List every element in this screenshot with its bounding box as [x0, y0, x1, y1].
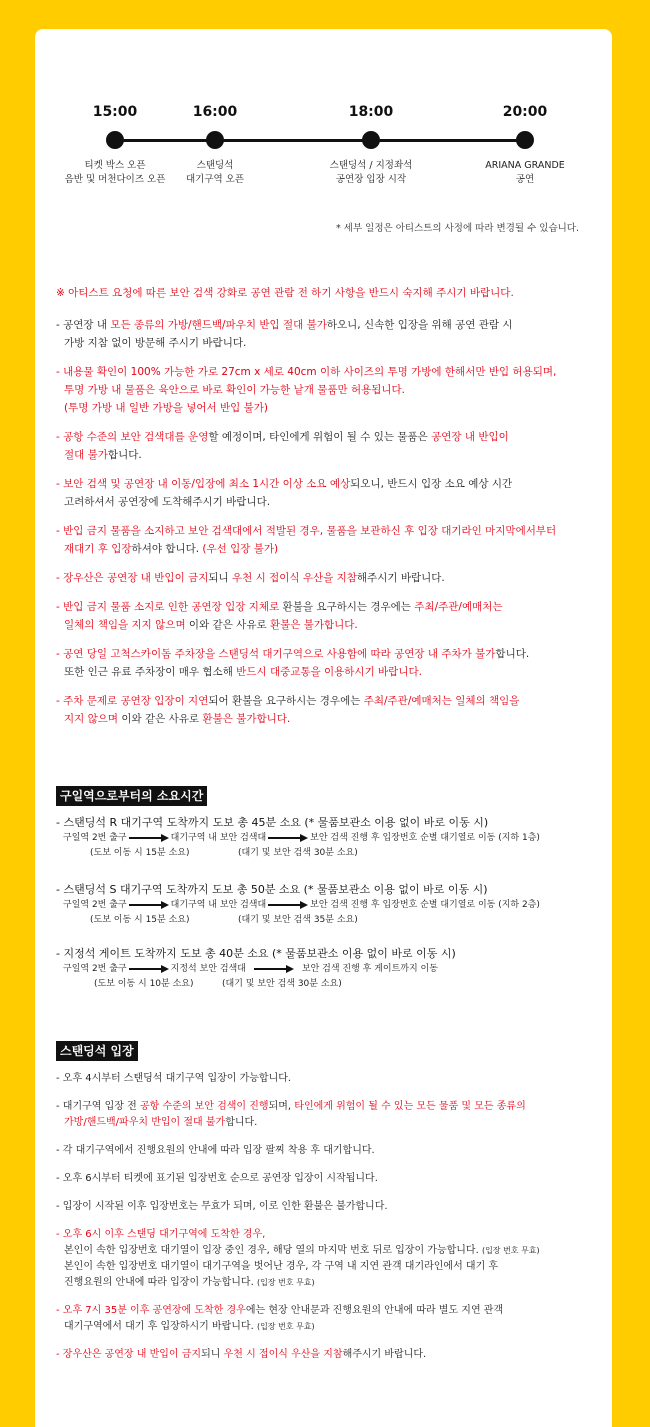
- arrow-icon: [129, 834, 169, 842]
- route-title: - 스탠딩석 S 대기구역 도착까지 도보 총 50분 소요 (* 물품보관소 이용 없이 바로 이동 시): [56, 883, 488, 896]
- arrow-icon: [129, 965, 169, 973]
- standing-item: - 오후 7시 35분 이후 공연장에 도착한 경우에는 현장 안내문과 진행요원의 안내에 따라 별도 지연 관객 대기구역에서 대기 후 입장하시기 바랍니다. (입장 번호 무효): [56, 1305, 504, 1332]
- schedule-timeline: [35, 29, 612, 229]
- caution-item: - 내용물 확인이 100% 가능한 가로 27cm x 세로 40cm 이하 사이즈의 투명 가방에 한해서만 반입 허용되며, 투명 가방 내 물품은 육안으로 바로 확인이 가능한 낱개 물품만 허용됩니다. (투명 가방 내 일반 가방을 넣어서 반입 불가): [56, 366, 557, 414]
- standing-item: - 오후 4시부터 스탠딩석 대기구역 입장이 가능합니다.: [56, 1073, 292, 1084]
- timeline-dot: [362, 131, 380, 149]
- info-card: [35, 29, 612, 1427]
- standing-item: - 각 대기구역에서 진행요원의 안내에 따라 입장 팔찌 착용 후 대기합니다.: [56, 1145, 375, 1156]
- standing-item: - 대기구역 입장 전 공항 수준의 보안 검색이 진행되며, 타인에게 위험이 될 수 있는 모든 물품 및 모든 종류의 가방/핸드백/파우치 반입이 절대 불가합니다.: [56, 1101, 526, 1128]
- route-block: [56, 815, 596, 861]
- route-times: (도보 이동 시 15분 소요) (대기 및 보안 검색 35분 소요): [90, 915, 358, 925]
- arrow-icon: [129, 901, 169, 909]
- route-title: - 지정석 게이트 도착까지 도보 총 40분 소요 (* 물품보관소 이용 없이 바로 이동 시): [56, 947, 456, 960]
- caution-item: - 공항 수준의 보안 검색대를 운영할 예정이며, 타인에게 위험이 될 수 있는 물품은 공연장 내 반입이 절대 불가합니다.: [56, 431, 509, 461]
- route-times: (도보 이동 시 15분 소요) (대기 및 보안 검색 30분 소요): [90, 848, 358, 858]
- route-section-title: 구일역으로부터의 소요시간: [56, 786, 207, 806]
- arrow-icon: [268, 834, 308, 842]
- caution-item: - 보안 검색 및 공연장 내 이동/입장에 최소 1시간 이상 소요 예상되오니, 반드시 입장 소요 예상 시간 고려하셔서 공연장에 도착해주시기 바랍니다.: [56, 478, 513, 508]
- caution-item: - 공연장 내 모든 종류의 가방/핸드백/파우치 반입 절대 불가하오니, 신속한 입장을 위해 공연 관람 시 가방 지참 없이 방문해 주시기 바랍니다.: [56, 319, 513, 349]
- route-block: [56, 882, 596, 928]
- caution-item: - 장우산은 공연장 내 반입이 금지되니 우천 시 접이식 우산을 지참해주시기 바랍니다.: [56, 572, 445, 584]
- standing-section-title: 스탠딩석 입장: [56, 1041, 138, 1061]
- timeline-dot: [516, 131, 534, 149]
- route-steps: 구일역 2번 출구 대기구역 내 보안 검색대 보안 검색 진행 후 입장번호 순별 대기열로 이동 (지하 2층): [63, 900, 540, 910]
- caution-item: - 반입 금지 물품 소지로 인한 공연장 입장 지체로 환불을 요구하시는 경우에는 주최/주관/예매처는 일체의 책임을 지지 않으며 이와 같은 사유로 환불은 불가합니다.: [56, 601, 503, 631]
- timeline-time: 20:00: [502, 104, 548, 120]
- timeline-desc: ARIANA GRANDE 공연: [485, 160, 565, 185]
- caution-item: - 반입 금지 물품을 소지하고 보안 검색대에서 적발된 경우, 물품을 보관하신 후 입장 대기라인 마지막에서부터 재대기 후 입장하셔야 합니다. (우선 입장 불가): [56, 525, 557, 555]
- standing-item: - 오후 6시부터 티켓에 표기된 입장번호 순으로 공연장 입장이 시작됩니다.: [56, 1173, 378, 1184]
- timeline-time: 18:00: [348, 104, 394, 120]
- route-times: (도보 이동 시 10분 소요) (대기 및 보안 검색 30분 소요): [94, 979, 342, 989]
- standing-list: [56, 1071, 596, 1375]
- timeline-desc: 티켓 박스 오픈 음반 및 머천다이즈 오픈: [64, 160, 166, 185]
- warning-heading: ※ 아티스트 요청에 따른 보안 검색 강화로 공연 관람 전 하기 사항을 반드시 숙지해 주시기 바랍니다.: [56, 287, 514, 299]
- timeline-desc: 스탠딩석 대기구역 오픈: [185, 160, 245, 185]
- caution-item: - 공연 당일 고척스카이돔 주차장을 스탠딩석 대기구역으로 사용함에 따라 공연장 내 주차가 불가합니다. 또한 인근 유료 주차장이 매우 협소해 반드시 대중교통을 이용하시기 바랍니다.: [56, 648, 530, 678]
- timeline-line: [115, 139, 527, 142]
- schedule-notice: * 세부 일정은 아티스트의 사정에 따라 변경될 수 있습니다.: [336, 223, 579, 234]
- timeline-dot: [106, 131, 124, 149]
- standing-item: - 오후 6시 이후 스탠딩 대기구역에 도착한 경우, 본인이 속한 입장번호 대기열이 입장 중인 경우, 해당 열의 마지막 번호 뒤로 입장이 가능합니다. (입장 번호 무효) 본인이 속한 입장번호 대기열이 대기구역을 벗어난 경우, 각 구역 내 지연 관객 대기라인에서 대기 후 진행요원의 안내에 따라 입장이 가능합니다. (입장 번호 무효): [56, 1229, 540, 1288]
- standing-item: - 입장이 시작된 이후 입장번호는 무효가 되며, 이로 인한 환불은 불가합니다.: [56, 1201, 388, 1212]
- standing-item: - 장우산은 공연장 내 반입이 금지되니 우천 시 접이식 우산을 지참해주시기 바랍니다.: [56, 1349, 427, 1360]
- timeline-time: 15:00: [92, 104, 138, 120]
- timeline-desc: 스탠딩석 / 지정좌석 공연장 입장 시작: [329, 160, 413, 185]
- arrow-icon: [254, 965, 294, 973]
- timeline-time: 16:00: [192, 104, 238, 120]
- caution-item: - 주차 문제로 공연장 입장이 지연되어 환불을 요구하시는 경우에는 주최/주관/예매처는 일체의 책임을 지지 않으며 이와 같은 사유로 환불은 불가합니다.: [56, 695, 520, 725]
- timeline-dot: [206, 131, 224, 149]
- route-steps: 구일역 2번 출구 대기구역 내 보안 검색대 보안 검색 진행 후 입장번호 순별 대기열로 이동 (지하 1층): [63, 833, 540, 843]
- arrow-icon: [268, 901, 308, 909]
- caution-list: [56, 316, 586, 739]
- route-title: - 스탠딩석 R 대기구역 도착까지 도보 총 45분 소요 (* 물품보관소 이용 없이 바로 이동 시): [56, 816, 489, 829]
- route-block: [56, 946, 596, 992]
- route-steps: 구일역 2번 출구 지정석 보안 검색대 보안 검색 진행 후 게이트까지 이동: [63, 964, 438, 974]
